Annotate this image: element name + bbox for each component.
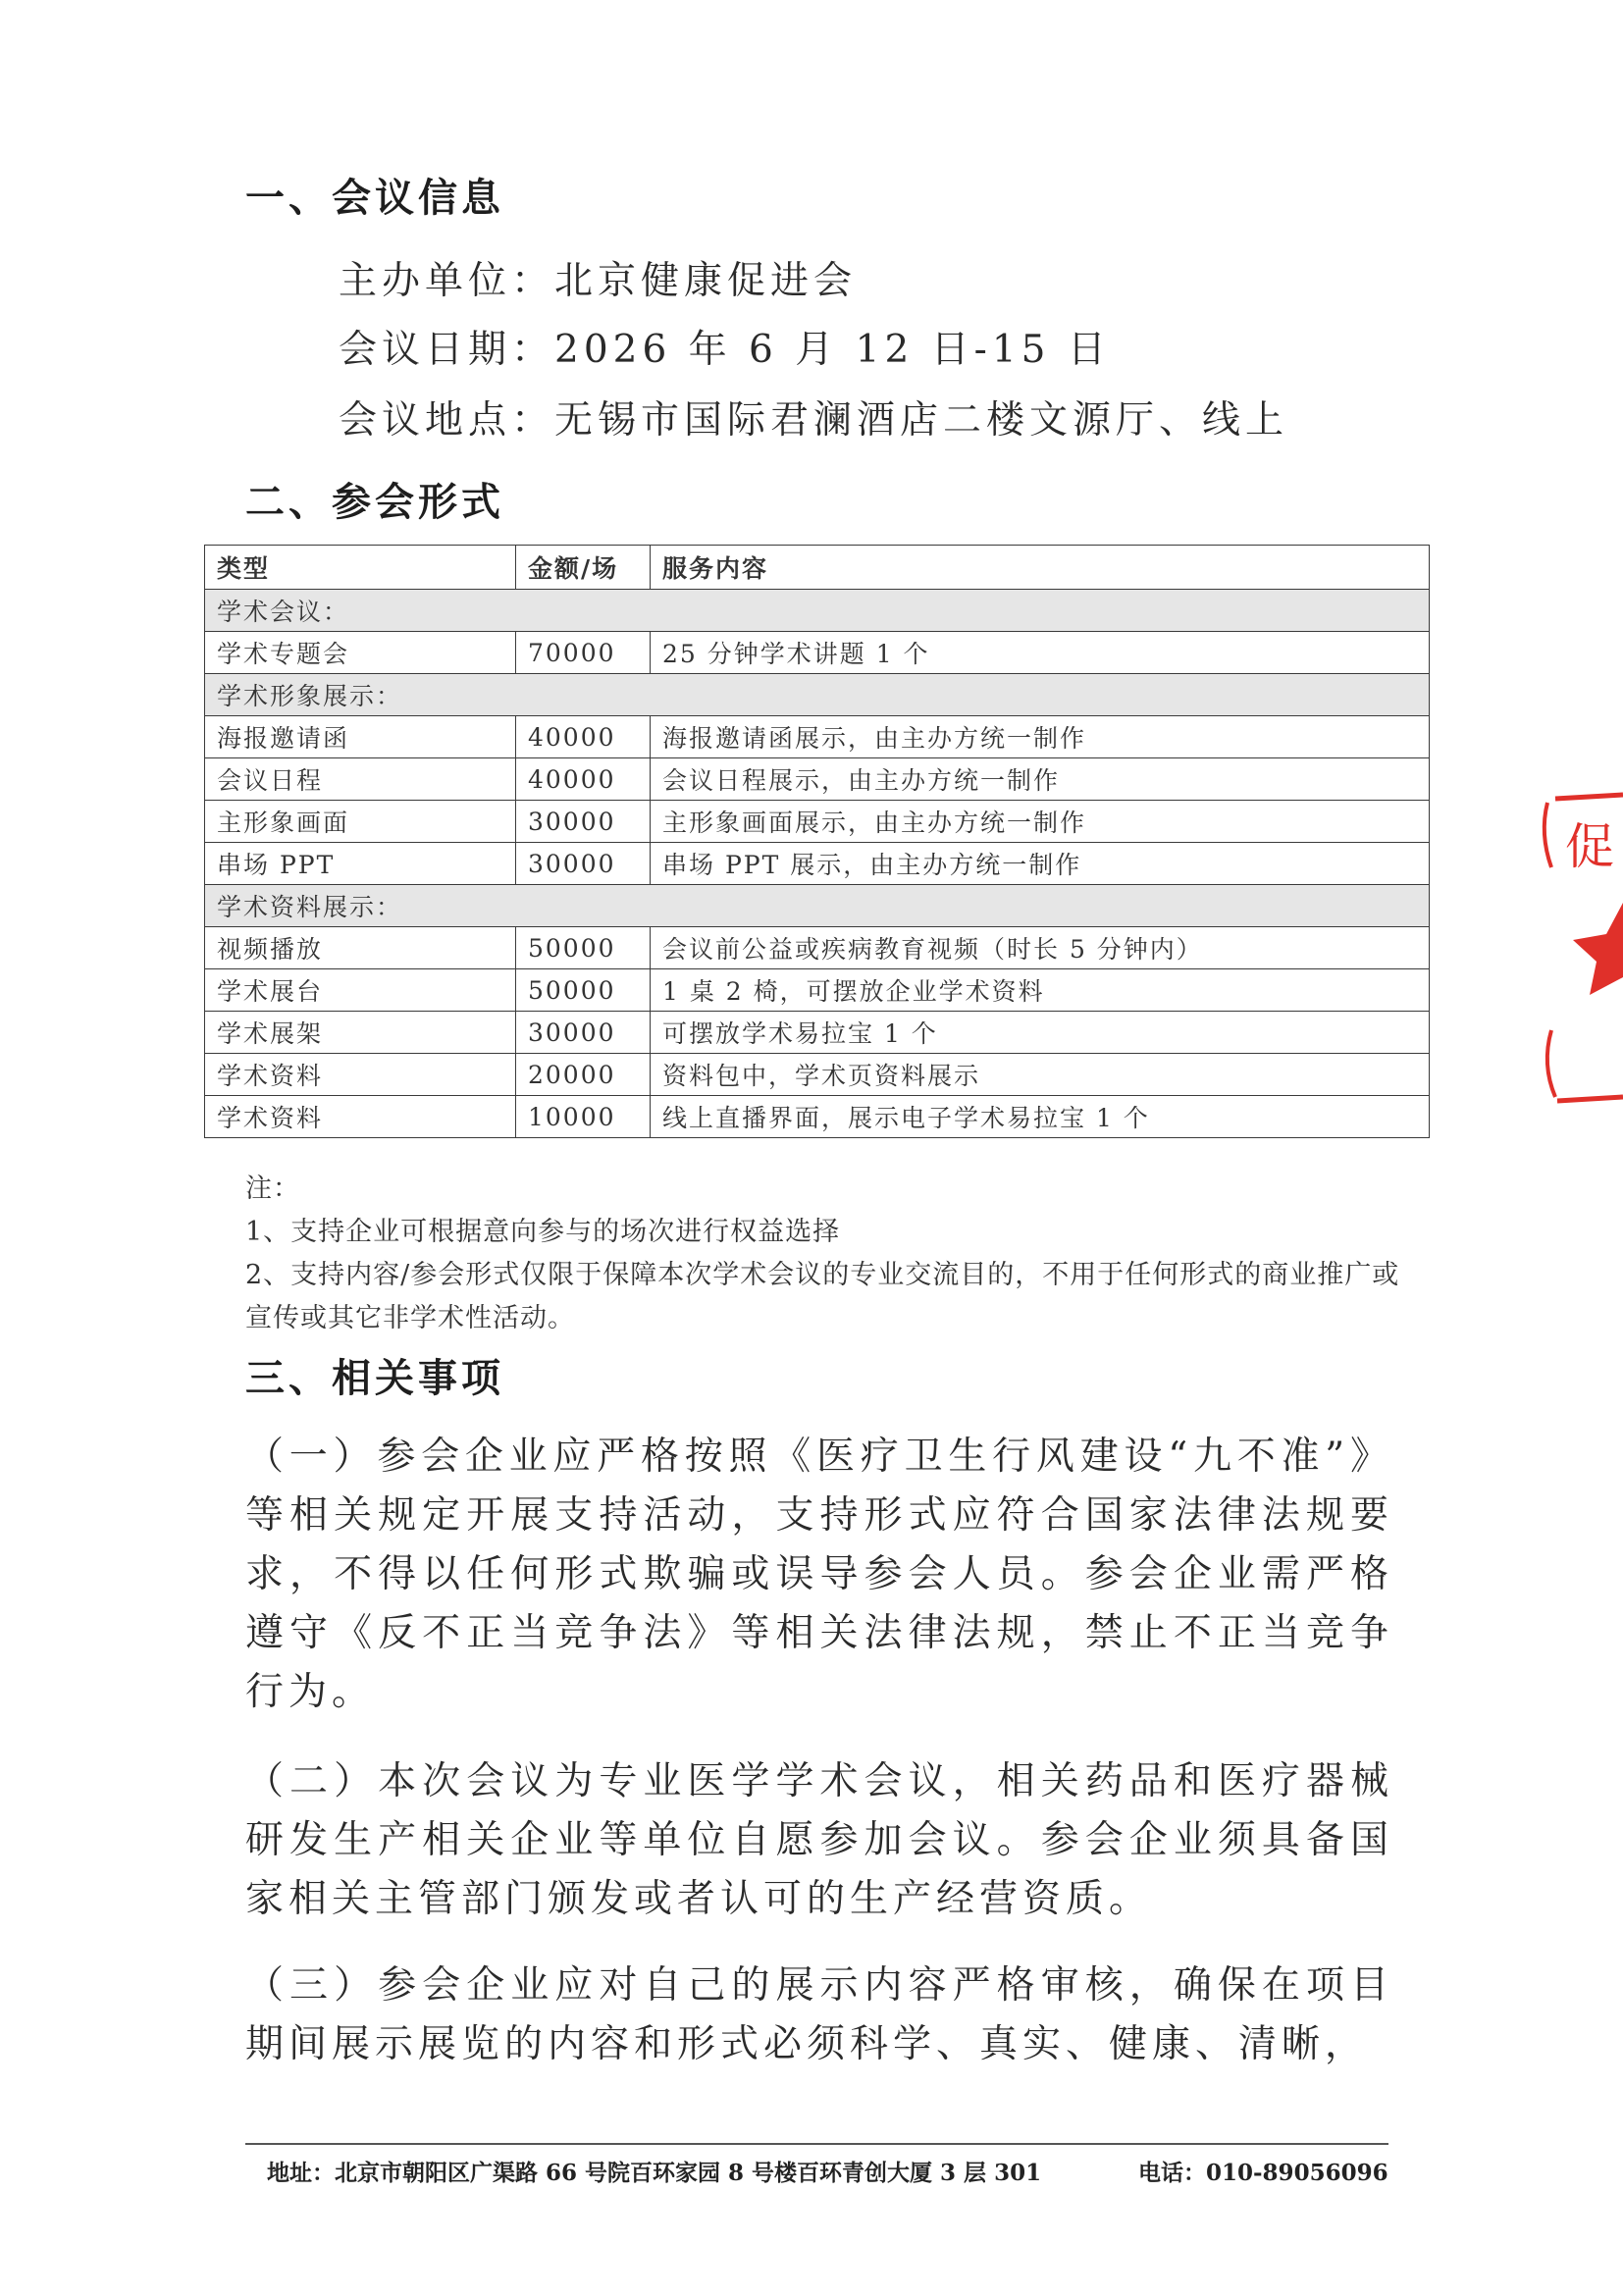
cell-service: 可摆放学术易拉宝 1 个 bbox=[651, 1012, 1430, 1054]
cell-amount: 30000 bbox=[516, 1012, 651, 1054]
cell-amount: 30000 bbox=[516, 843, 651, 885]
table-row bbox=[205, 1054, 1430, 1096]
table-row bbox=[205, 801, 1430, 843]
table-row bbox=[205, 927, 1430, 969]
note-item-2: 2、支持内容/参会形式仅限于保障本次学术会议的专业交流目的，不用于任何形式的商业推广或宣传或其它非学术性活动。 bbox=[245, 1260, 1400, 1333]
cell-amount: 50000 bbox=[516, 969, 651, 1012]
organizer-line: 主办单位：北京健康促进会 bbox=[339, 259, 858, 303]
table-row bbox=[205, 716, 1430, 758]
notes-block bbox=[245, 1168, 1403, 1340]
group-row bbox=[205, 590, 1430, 632]
group-label: 学术形象展示： bbox=[205, 674, 1430, 716]
venue-line: 会议地点：无锡市国际君澜酒店二楼文源厅、线上 bbox=[339, 398, 1289, 443]
paragraph-3: （三）参会企业应对自己的展示内容严格审核，确保在项目期间展示展览的内容和形式必须科学、真实、健康、清晰， bbox=[245, 1963, 1393, 2066]
table-row bbox=[205, 632, 1430, 674]
table-row bbox=[205, 758, 1430, 801]
seal-star-icon bbox=[1573, 903, 1623, 995]
table-header-row bbox=[205, 546, 1430, 590]
footer-address: 地址：北京市朝阳区广渠路 66 号院百环家园 8 号楼百环青创大厦 3 层 301 bbox=[267, 2160, 1042, 2186]
cell-type: 学术资料 bbox=[205, 1054, 516, 1096]
cell-type: 主形象画面 bbox=[205, 801, 516, 843]
group-label: 学术资料展示： bbox=[205, 885, 1430, 927]
table-row bbox=[205, 843, 1430, 885]
participation-fee-table bbox=[204, 545, 1430, 1138]
group-label: 学术会议： bbox=[205, 590, 1430, 632]
cell-type: 视频播放 bbox=[205, 927, 516, 969]
cell-service: 线上直播界面，展示电子学术易拉宝 1 个 bbox=[651, 1096, 1430, 1138]
cell-type: 海报邀请函 bbox=[205, 716, 516, 758]
cell-amount: 40000 bbox=[516, 758, 651, 801]
note-item-1: 1、支持企业可根据意向参与的场次进行权益选择 bbox=[245, 1217, 841, 1247]
section3-heading: 三、相关事项 bbox=[245, 1356, 504, 1401]
section2-heading: 二、参会形式 bbox=[245, 480, 504, 525]
footer-divider bbox=[245, 2143, 1388, 2145]
header-service: 服务内容 bbox=[651, 546, 1430, 590]
cell-type: 学术专题会 bbox=[205, 632, 516, 674]
cell-amount: 50000 bbox=[516, 927, 651, 969]
header-type: 类型 bbox=[205, 546, 516, 590]
cell-type: 串场 PPT bbox=[205, 843, 516, 885]
seal-char: 促 bbox=[1565, 818, 1614, 875]
cell-amount: 30000 bbox=[516, 801, 651, 843]
paragraph-1: （一）参会企业应严格按照《医疗卫生行风建设“九不准”》等相关规定开展支持活动，支持形式应符合国家法律法规要求，不得以任何形式欺骗或误导参会人员。参会企业需严格遵守《反不正当竞争法》等相关法律法规，禁止不正当竞争行为。 bbox=[245, 1435, 1393, 1714]
red-seal-stamp bbox=[1536, 785, 1623, 1109]
section1-heading: 一、会议信息 bbox=[245, 176, 504, 221]
cell-service: 串场 PPT 展示，由主办方统一制作 bbox=[651, 843, 1430, 885]
footer-phone: 电话：010-89056096 bbox=[1138, 2160, 1388, 2186]
cell-amount: 70000 bbox=[516, 632, 651, 674]
date-line: 会议日期：2026 年 6 月 12 日-15 日 bbox=[339, 328, 1111, 372]
cell-service: 25 分钟学术讲题 1 个 bbox=[651, 632, 1430, 674]
cell-service: 会议日程展示，由主办方统一制作 bbox=[651, 758, 1430, 801]
cell-service: 主形象画面展示，由主办方统一制作 bbox=[651, 801, 1430, 843]
cell-type: 学术展架 bbox=[205, 1012, 516, 1054]
header-amount: 金额/场 bbox=[516, 546, 651, 590]
cell-type: 会议日程 bbox=[205, 758, 516, 801]
cell-type: 学术展台 bbox=[205, 969, 516, 1012]
notes-title: 注： bbox=[245, 1174, 300, 1204]
cell-type: 学术资料 bbox=[205, 1096, 516, 1138]
group-row bbox=[205, 885, 1430, 927]
paragraph-2: （二）本次会议为专业医学学术会议，相关药品和医疗器械研发生产相关企业等单位自愿参加会议。参会企业须具备国家相关主管部门颁发或者认可的生产经营资质。 bbox=[245, 1759, 1393, 1921]
table-row bbox=[205, 1096, 1430, 1138]
cell-amount: 40000 bbox=[516, 716, 651, 758]
group-row bbox=[205, 674, 1430, 716]
cell-amount: 20000 bbox=[516, 1054, 651, 1096]
table-row bbox=[205, 1012, 1430, 1054]
cell-service: 海报邀请函展示，由主办方统一制作 bbox=[651, 716, 1430, 758]
table-row bbox=[205, 969, 1430, 1012]
cell-amount: 10000 bbox=[516, 1096, 651, 1138]
cell-service: 1 桌 2 椅，可摆放企业学术资料 bbox=[651, 969, 1430, 1012]
cell-service: 会议前公益或疾病教育视频（时长 5 分钟内） bbox=[651, 927, 1430, 969]
cell-service: 资料包中，学术页资料展示 bbox=[651, 1054, 1430, 1096]
